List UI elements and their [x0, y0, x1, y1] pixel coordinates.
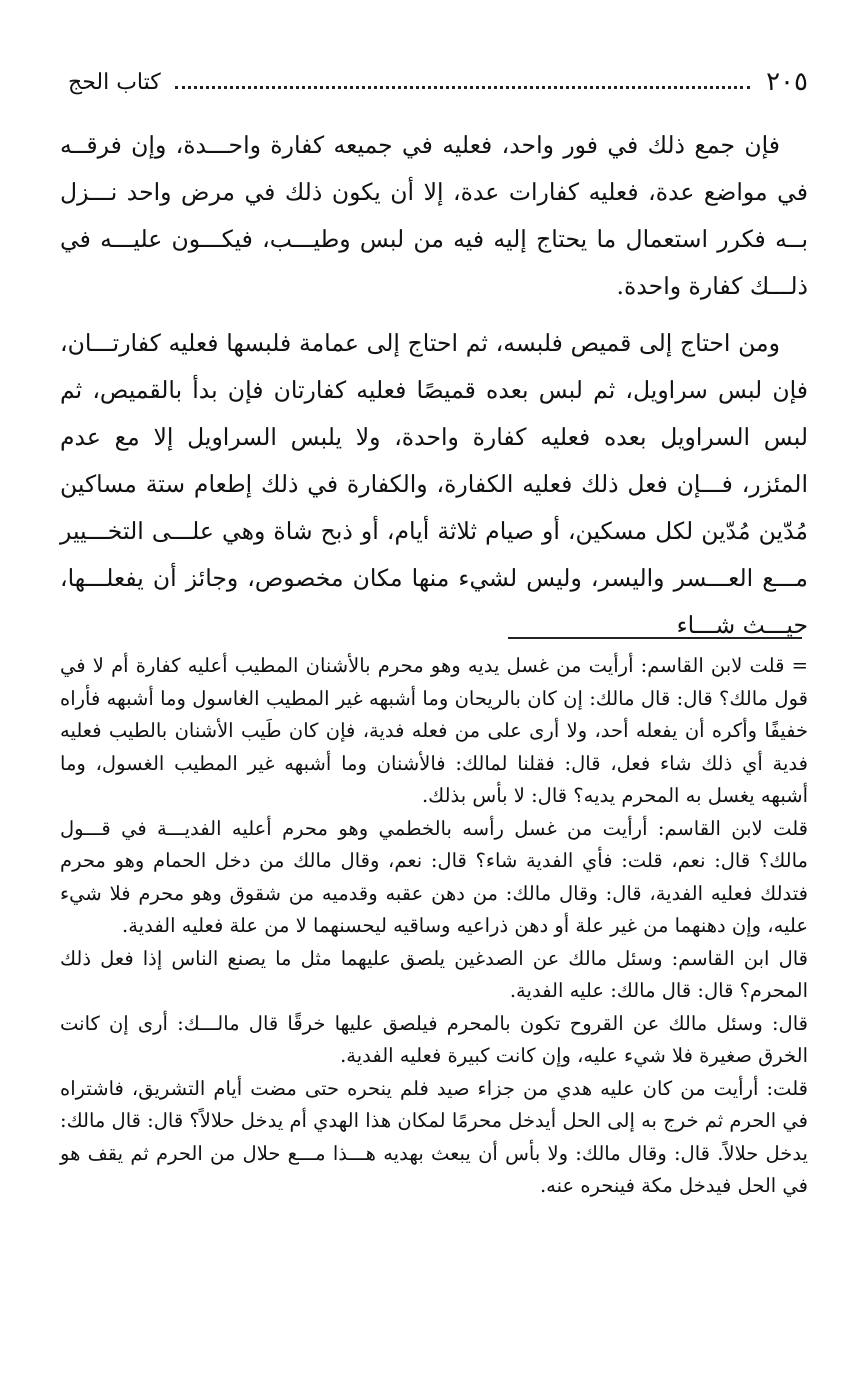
main-paragraph: فإن جمع ذلك في فور واحد، فعليه في جميعه كفارة واحـــدة، وإن فرقــه في مواضع عدة، فعليه كفارات عدة، إلا أن يكون ذلك في مرض واحد نـــزل بــه فكرر استعمال ما يحتاج إليه فيه من لبس وطيـــب، فيكـــون عليـــه في ذلـــك كفارة واحدة.	[60, 131, 808, 300]
main-text	[60, 122, 808, 659]
book-title: كتاب الحج	[68, 69, 161, 95]
footnotes	[60, 650, 808, 1203]
main-paragraph: ومن احتاج إلى قميص فلبسه، ثم احتاج إلى عمامة فلبسها فعليه كفارتـــان، فإن لبس سراويل، ثم لبس بعده قميصًا فعليه كفارتان فإن بدأ بالقميص، ثم لبس السراويل بعده فعليه كفارة واحدة، ولا يلبس السراويل إلا مع عدم المئزر، فـــإن فعل ذلك فعليه الكفارة، والكفارة في ذلك إطعام ستة مساكين مُدّين مُدّين لكل مسكين، أو صيام ثلاثة أيام، أو ذبح شاة وهي علـــى التخـــيير مـــع العـــسر واليسر، وليس لشيء منها مكان مخصوص، وجائز أن يفعلـــها، حيـــث شـــاء	[60, 329, 808, 639]
header-dotted-leader	[175, 86, 750, 89]
page-number: ٢٠٥	[766, 67, 808, 97]
footnote-paragraph: قلت: أرأيت من كان عليه هدي من جزاء صيد فلم ينحره حتى مضت أيام التشريق، فاشتراه في الحرم ثم خرج به إلى الحل أيدخل محرمًا لمكان هذا الهدي أم يدخل حلالاً؟ قال: قال مالك: يدخل حلالاً. قال: وقال مالك: ولا بأس أن يبعث بهديه هـــذا مـــع حلال من الحرم ثم يقف هو في الحل فيدخل مكة فينحره عنه.	[60, 1076, 808, 1197]
footnote-paragraph: = قلت لابن القاسم: أرأيت من غسل يديه وهو محرم بالأشنان المطيب أعليه كفارة أم لا في قول مالك؟ قال: قال مالك: إن كان بالريحان وما أشبهه غير المطيب الغاسول وما أشبهه فأراه خفيفًا وأكره أن يفعله أحد، ولا أرى على من فعله فدية، فإن كان طَيب الأشنان بالطيب فعليه فدية أي ذلك شاء فعل، قال: فقلنا لمالك: فالأشنان وما أشبهه غير المطيب الغسول، وما أشبهه يغسل به المحرم يديه؟ قال: لا بأس بذلك.	[60, 654, 808, 807]
footnote-paragraph: قال: وسئل مالك عن القروح تكون بالمحرم فيلصق عليها خرقًا قال مالـــك: أرى إن كانت الخرق صغيرة فلا شيء عليه، وإن كانت كبيرة فعليه الفدية.	[60, 1011, 808, 1067]
running-header	[68, 62, 808, 102]
footnote-paragraph: قال ابن القاسم: وسئل مالك عن الصدغين يلصق عليهما مثل ما يصنع الناس إذا فعل ذلك المحرم؟ قال: قال مالك: عليه الفدية.	[60, 946, 808, 1002]
footnote-separator	[508, 637, 802, 639]
footnote-paragraph: قلت لابن القاسم: أرأيت من غسل رأسه بالخطمي وهو محرم أعليه الفديـــة في قـــول مالك؟ قال: نعم، قلت: فأي الفدية شاء؟ قال: نعم، وقال مالك من دخل الحمام وهو محرم فتدلك فعليه الفدية، قال: وقال مالك: من دهن عقبه وقدميه من شقوق وهو محرم فلا شيء عليه، وإن دهنهما من غير علة أو دهن ذراعيه وساقيه ليحسنهما لا من علة فعليه الفدية.	[60, 816, 808, 937]
